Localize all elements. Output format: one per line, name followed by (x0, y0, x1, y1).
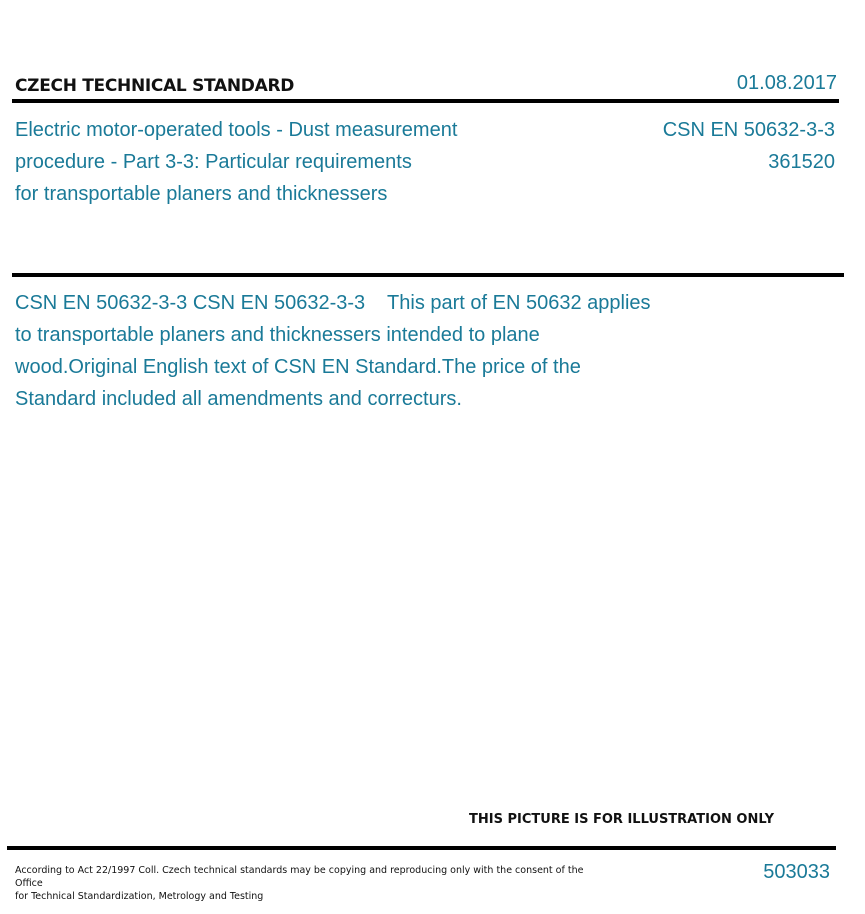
legal-notice-line: for Technical Standardization, Metrology and Testing (15, 891, 264, 902)
standard-title-line: procedure - Part 3-3: Particular requirements (15, 151, 412, 173)
standard-title-line: for transportable planers and thicknessers (15, 183, 388, 205)
class-number: 361520 (768, 151, 835, 173)
standard-description (15, 287, 715, 415)
description-line: wood.Original English text of CSN EN Standard.The price of the (15, 356, 581, 378)
issue-date: 01.08.2017 (736, 72, 837, 94)
catalog-number: 503033 (763, 861, 830, 883)
description-line: Standard included all amendments and correcturs. (15, 388, 462, 410)
top-divider (12, 99, 839, 103)
illustration-note: THIS PICTURE IS FOR ILLUSTRATION ONLY (469, 812, 774, 827)
legal-notice-line: According to Act 22/1997 Coll. Czech technical standards may be copying and reproducing only with the consent of the Office (15, 865, 584, 889)
description-line: to transportable planers and thicknessers intended to plane (15, 324, 540, 346)
description-line: CSN EN 50632-3-3 CSN EN 50632-3-3 This part of EN 50632 applies (15, 292, 651, 314)
standard-title (15, 114, 515, 210)
bottom-divider (7, 846, 836, 850)
standard-identifiers (663, 114, 835, 178)
legal-notice (15, 864, 595, 903)
standard-code: CSN EN 50632-3-3 (662, 119, 835, 141)
document-type-heading: CZECH TECHNICAL STANDARD (15, 76, 295, 96)
middle-divider (12, 273, 844, 277)
standard-title-line: Electric motor-operated tools - Dust measurement (15, 119, 458, 141)
